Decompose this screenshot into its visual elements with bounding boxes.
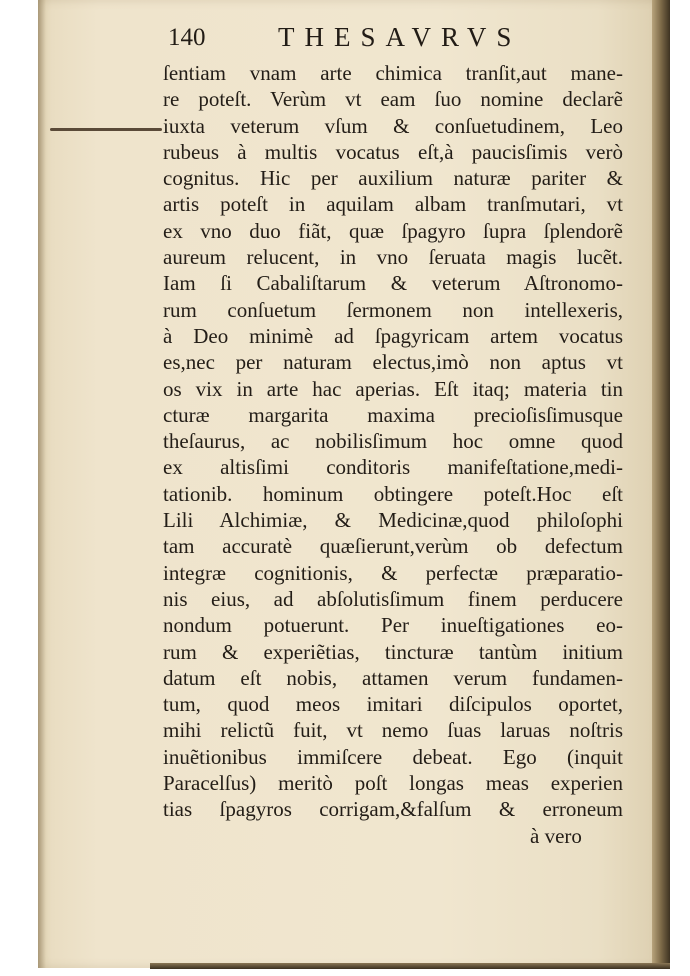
text-line: tam accuratè quæſierunt,verùm ob defectum: [163, 534, 623, 559]
page-edge-right: [652, 0, 670, 968]
gutter-shadow: [38, 0, 46, 968]
text-line: nondum potuerunt. Per inueſtigationes eo-: [163, 613, 623, 638]
page-header: [168, 18, 568, 58]
text-line: rum conſuetum ſermonem non intellexeris,: [163, 297, 623, 322]
text-line: cturæ margarita maxima precioſisſimusque: [163, 402, 623, 427]
text-line: ex vno duo fiãt, quæ ſpagyro ſupra ſplendorẽ: [163, 218, 623, 243]
text-line: Iam ſi Cabaliſtarum & veterum Aſtronomo-: [163, 271, 623, 296]
text-line: tum, quod meos imitari diſcipulos oportet,: [163, 692, 623, 717]
text-line: os vix in arte hac aperias. Eſt itaq; materia tin: [163, 376, 623, 401]
page-number: 140: [168, 24, 206, 51]
body-text: [163, 60, 623, 823]
text-line: inuẽtionibus immiſcere debeat. Ego (inquit: [163, 744, 623, 769]
margin-ink-mark: [50, 128, 162, 131]
text-line: tias ſpagyros corrigam,&falſum & erroneum: [163, 797, 623, 822]
text-line: nis eius, ad abſolutisſimum finem perducere: [163, 586, 623, 611]
text-line: iuxta veterum vſum & conſuetudinem, Leo: [163, 113, 623, 138]
text-line: Paracelſus) meritò poſt longas meas experien: [163, 771, 623, 796]
text-line: rubeus à multis vocatus eſt,à paucisſimis verò: [163, 139, 623, 164]
page-edge-bottom: [150, 963, 670, 969]
text-line: theſaurus, ac nobilisſimum hoc omne quod: [163, 429, 623, 454]
text-line: ſentiam vnam arte chimica tranſit,aut mane-: [163, 61, 623, 85]
text-line: tationib. hominum obtingere poteſt.Hoc eſt: [163, 481, 623, 506]
text-line: cognitus. Hic per auxilium naturæ pariter &: [163, 166, 623, 191]
text-line: Lili Alchimiæ, & Medicinæ,quod philoſophi: [163, 508, 623, 533]
catchword: à vero: [530, 824, 582, 848]
text-line: datum eſt nobis, attamen verum fundamen-: [163, 665, 623, 690]
text-line: mihi relictũ fuit, vt nemo ſuas laruas noſtris: [163, 718, 623, 743]
running-title: THESAVRVS: [278, 22, 522, 52]
text-line: re poteſt. Verùm vt eam ſuo nomine declarẽ: [163, 87, 623, 112]
text-line: artis poteſt in aquilam albam tranſmutari, vt: [163, 192, 623, 217]
text-line: à Deo minimè ad ſpagyricam artem vocatus: [163, 323, 623, 348]
text-line: ex altisſimi conditoris manifeſtatione,medi-: [163, 455, 623, 480]
text-line: integræ cognitionis, & perfectæ præparatio-: [163, 560, 623, 585]
text-line: rum & experiẽtias, tincturæ tantùm initium: [163, 639, 623, 664]
text-line: es,nec per naturam electus,imò non aptus vt: [163, 350, 623, 375]
text-line: aureum relucent, in vno ſeruata magis lucẽt.: [163, 245, 623, 270]
